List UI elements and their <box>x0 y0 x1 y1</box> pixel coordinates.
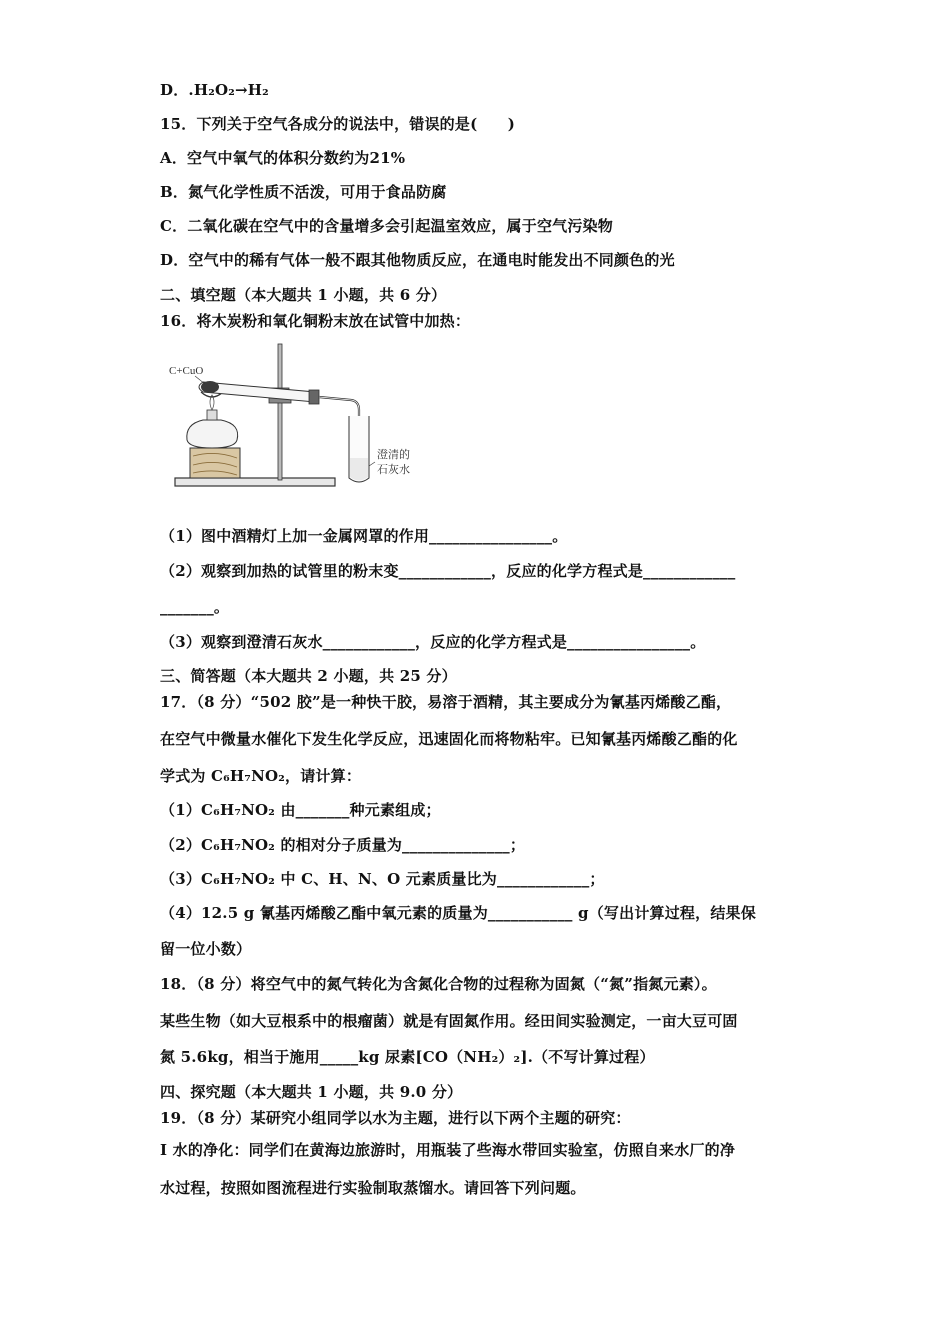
q16-part-3: （3）观察到澄清石灰水____________，反应的化学方程式是________________。 <box>160 633 706 651</box>
q15-option-a: A．空气中氧气的体积分数约为21% <box>160 149 406 167</box>
q18-line-2: 某些生物（如大豆根系中的根瘤菌）就是有固氮作用。经田间实验测定，一亩大豆可固 <box>160 1012 738 1030</box>
q17-part-2: （2）C₆H₇NO₂ 的相对分子质量为______________； <box>160 836 526 854</box>
q19-line-1: I 水的净化：同学们在黄海边旅游时，用瓶装了些海水带回实验室，仿照自来水厂的净 <box>160 1141 736 1159</box>
q16-part-2: （2）观察到加热的试管里的粉末变____________，反应的化学方程式是____________ <box>160 562 736 580</box>
q18-line-1: 18．（8 分）将空气中的氮气转化为含氮化合物的过程称为固氮（“氮”指氮元素）。 <box>160 975 717 993</box>
q15-stem: 15．下列关于空气各成分的说法中，错误的是( ) <box>160 115 516 133</box>
stand-base <box>175 478 335 486</box>
q16-stem: 16．将木炭粉和氧化铜粉末放在试管中加热： <box>160 312 471 330</box>
q17-line-3: 学式为 C₆H₇NO₂，请计算： <box>160 767 362 785</box>
section-3-title: 三、简答题（本大题共 2 小题，共 25 分） <box>160 667 457 685</box>
stand-rod <box>278 344 282 480</box>
alcohol-lamp <box>187 420 238 448</box>
figure-label-reactants: C+CuO <box>169 365 204 377</box>
figure-label-limewater-1: 澄清的 <box>377 449 410 461</box>
q19-stem: 19．（8 分）某研究小组同学以水为主题，进行以下两个主题的研究： <box>160 1109 631 1127</box>
q16-part-2-continued: _______。 <box>160 598 230 616</box>
q15-option-d: D．空气中的稀有气体一般不跟其他物质反应，在通电时能发出不同颜色的光 <box>160 251 675 269</box>
q15-option-b: B．氮气化学性质不活泼，可用于食品防腐 <box>160 183 447 201</box>
rubber-stopper <box>309 390 319 404</box>
test-tube <box>199 381 315 402</box>
q17-part-3: （3）C₆H₇NO₂ 中 C、H、N、O 元素质量比为____________； <box>160 870 605 888</box>
q19-line-2: 水过程，按照如图流程进行实验制取蒸馏水。请回答下列问题。 <box>160 1179 586 1197</box>
q18-line-3: 氮 5.6kg，相当于施用_____kg 尿素[CO（NH₂）₂].（不写计算过程） <box>160 1048 655 1066</box>
q14-option-d: D．.H₂O₂→H₂ <box>160 81 269 99</box>
q17-part-1: （1）C₆H₇NO₂ 由_______种元素组成； <box>160 801 441 819</box>
limewater <box>350 458 368 481</box>
section-4-title: 四、探究题（本大题共 1 小题，共 9.0 分） <box>160 1083 463 1101</box>
q17-line-2: 在空气中微量水催化下发生化学反应，迅速固化而将物粘牢。已知氰基丙烯酸乙酯的化 <box>160 730 738 748</box>
q17-line-1: 17．（8 分）“502 胶”是一种快干胶，易溶于酒精，其主要成分为氰基丙烯酸乙酯， <box>160 693 732 711</box>
heating-apparatus-figure <box>165 340 435 495</box>
q15-option-c: C．二氧化碳在空气中的含量增多会引起温室效应，属于空气污染物 <box>160 217 613 235</box>
q17-part-4: （4）12.5 g 氰基丙烯酸乙酯中氧元素的质量为___________ g（写出计算过程，结果保 <box>160 904 756 922</box>
figure-label-limewater-2: 石灰水 <box>377 464 410 476</box>
section-2-title: 二、填空题（本大题共 1 小题，共 6 分） <box>160 286 447 304</box>
q16-part-1: （1）图中酒精灯上加一金属网罩的作用________________。 <box>160 527 568 545</box>
q17-part-4-continued: 留一位小数） <box>160 940 252 958</box>
